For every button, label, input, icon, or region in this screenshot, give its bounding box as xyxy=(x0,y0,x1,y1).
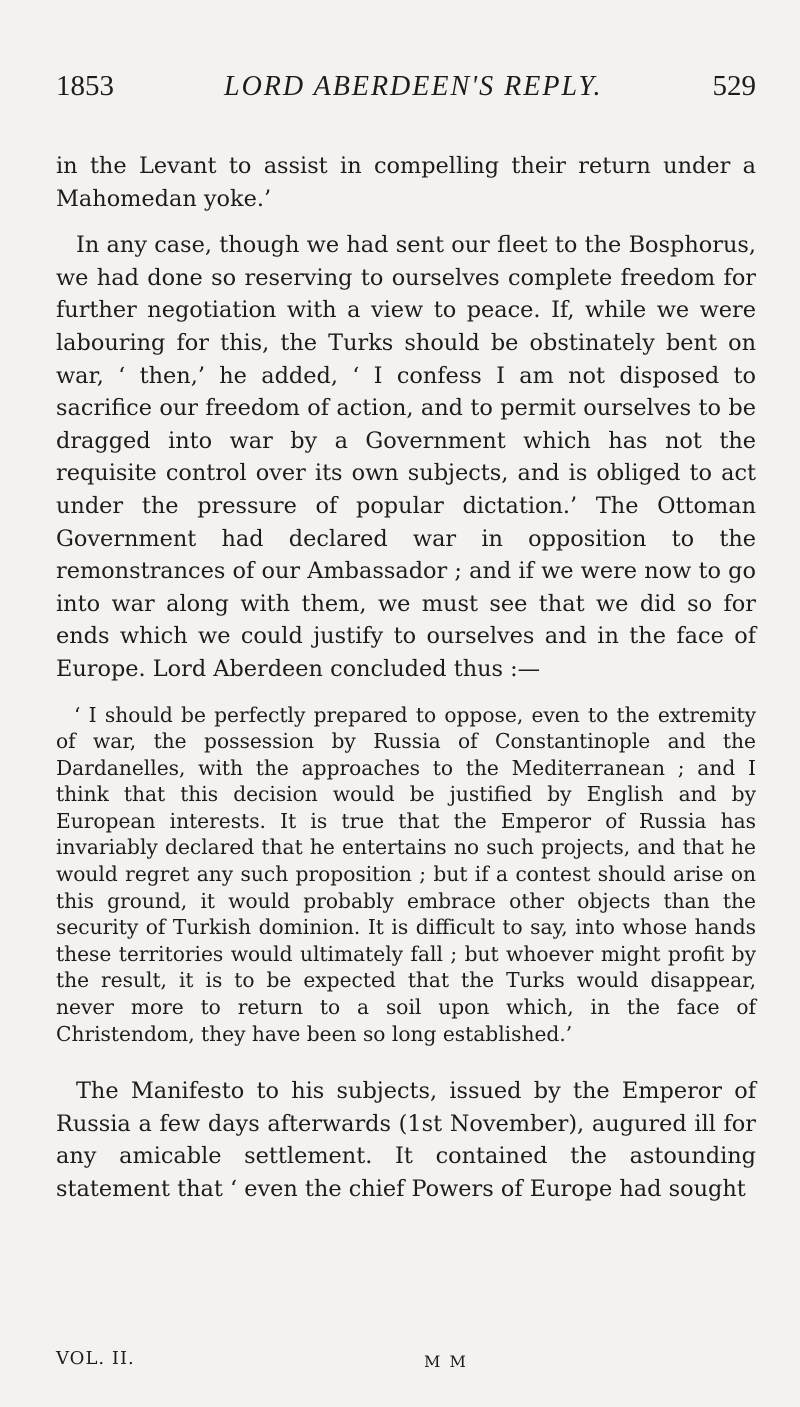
paragraph-continuation: in the Levant to assist in compelling their return under a Mahomedan yoke.’ xyxy=(56,153,756,212)
page-number: 529 xyxy=(712,70,756,102)
paragraph-bosphorus: In any case, though we had sent our fleet to the Bosphorus, we had done so reserving to ourselves complete freedom for further negotiation with a view to peace. If, while we were labouring for this, the Turks should be obstinately bent on war, ‘ then,’ he added, ‘ I confess I am not disposed to sacrifice our freedom of action, and to permit ourselves to be dragged into war by a Government which has not the requisite control over its own subjects, and is obliged to act under the pressure of popular dictation.’ The Ottoman Government had declared war in opposition to the remonstrances of our Ambassador ; and if we were now to go into war along with them, we must see that we did so for ends which we could justify to ourselves and in the face of Europe. Lord Aberdeen concluded thus :— xyxy=(56,232,756,682)
header-title: LORD ABERDEEN'S REPLY. xyxy=(224,71,603,102)
volume-label: VOL. II. xyxy=(56,1348,135,1369)
running-head xyxy=(56,70,756,110)
block-quote-aberdeen: ‘ I should be perfectly prepared to oppose, even to the extremity of war, the possession by Russia of Constantinople and the Dardanelles, with the approaches to the Mediterranean ; and I think that this decision would be justified by English and by European interests. It is true that the Emperor of Russia has invariably declared that he entertains no such projects, and that he would regret any such proposition ; but if a contest should arise on this ground, it would probably embrace other objects than the security of Turkish dominion. It is difficult to say, into whose hands these territories would ultimately fall ; but whoever might profit by the result, it is to be expected that the Turks would disappear, never more to return to a soil upon which, in the face of Christendom, they have been so long established.’ xyxy=(56,702,756,1046)
book-page xyxy=(56,70,756,1206)
header-year: 1853 xyxy=(56,70,114,102)
signature-mark: M M xyxy=(424,1352,468,1371)
paragraph-manifesto: The Manifesto to his subjects, issued by the Emperor of Russia a few days afterwards (1st November), augured ill for any amicable settlement. It contained the astounding statement that ‘ even the chief Powers of Europe had sought xyxy=(56,1078,756,1202)
